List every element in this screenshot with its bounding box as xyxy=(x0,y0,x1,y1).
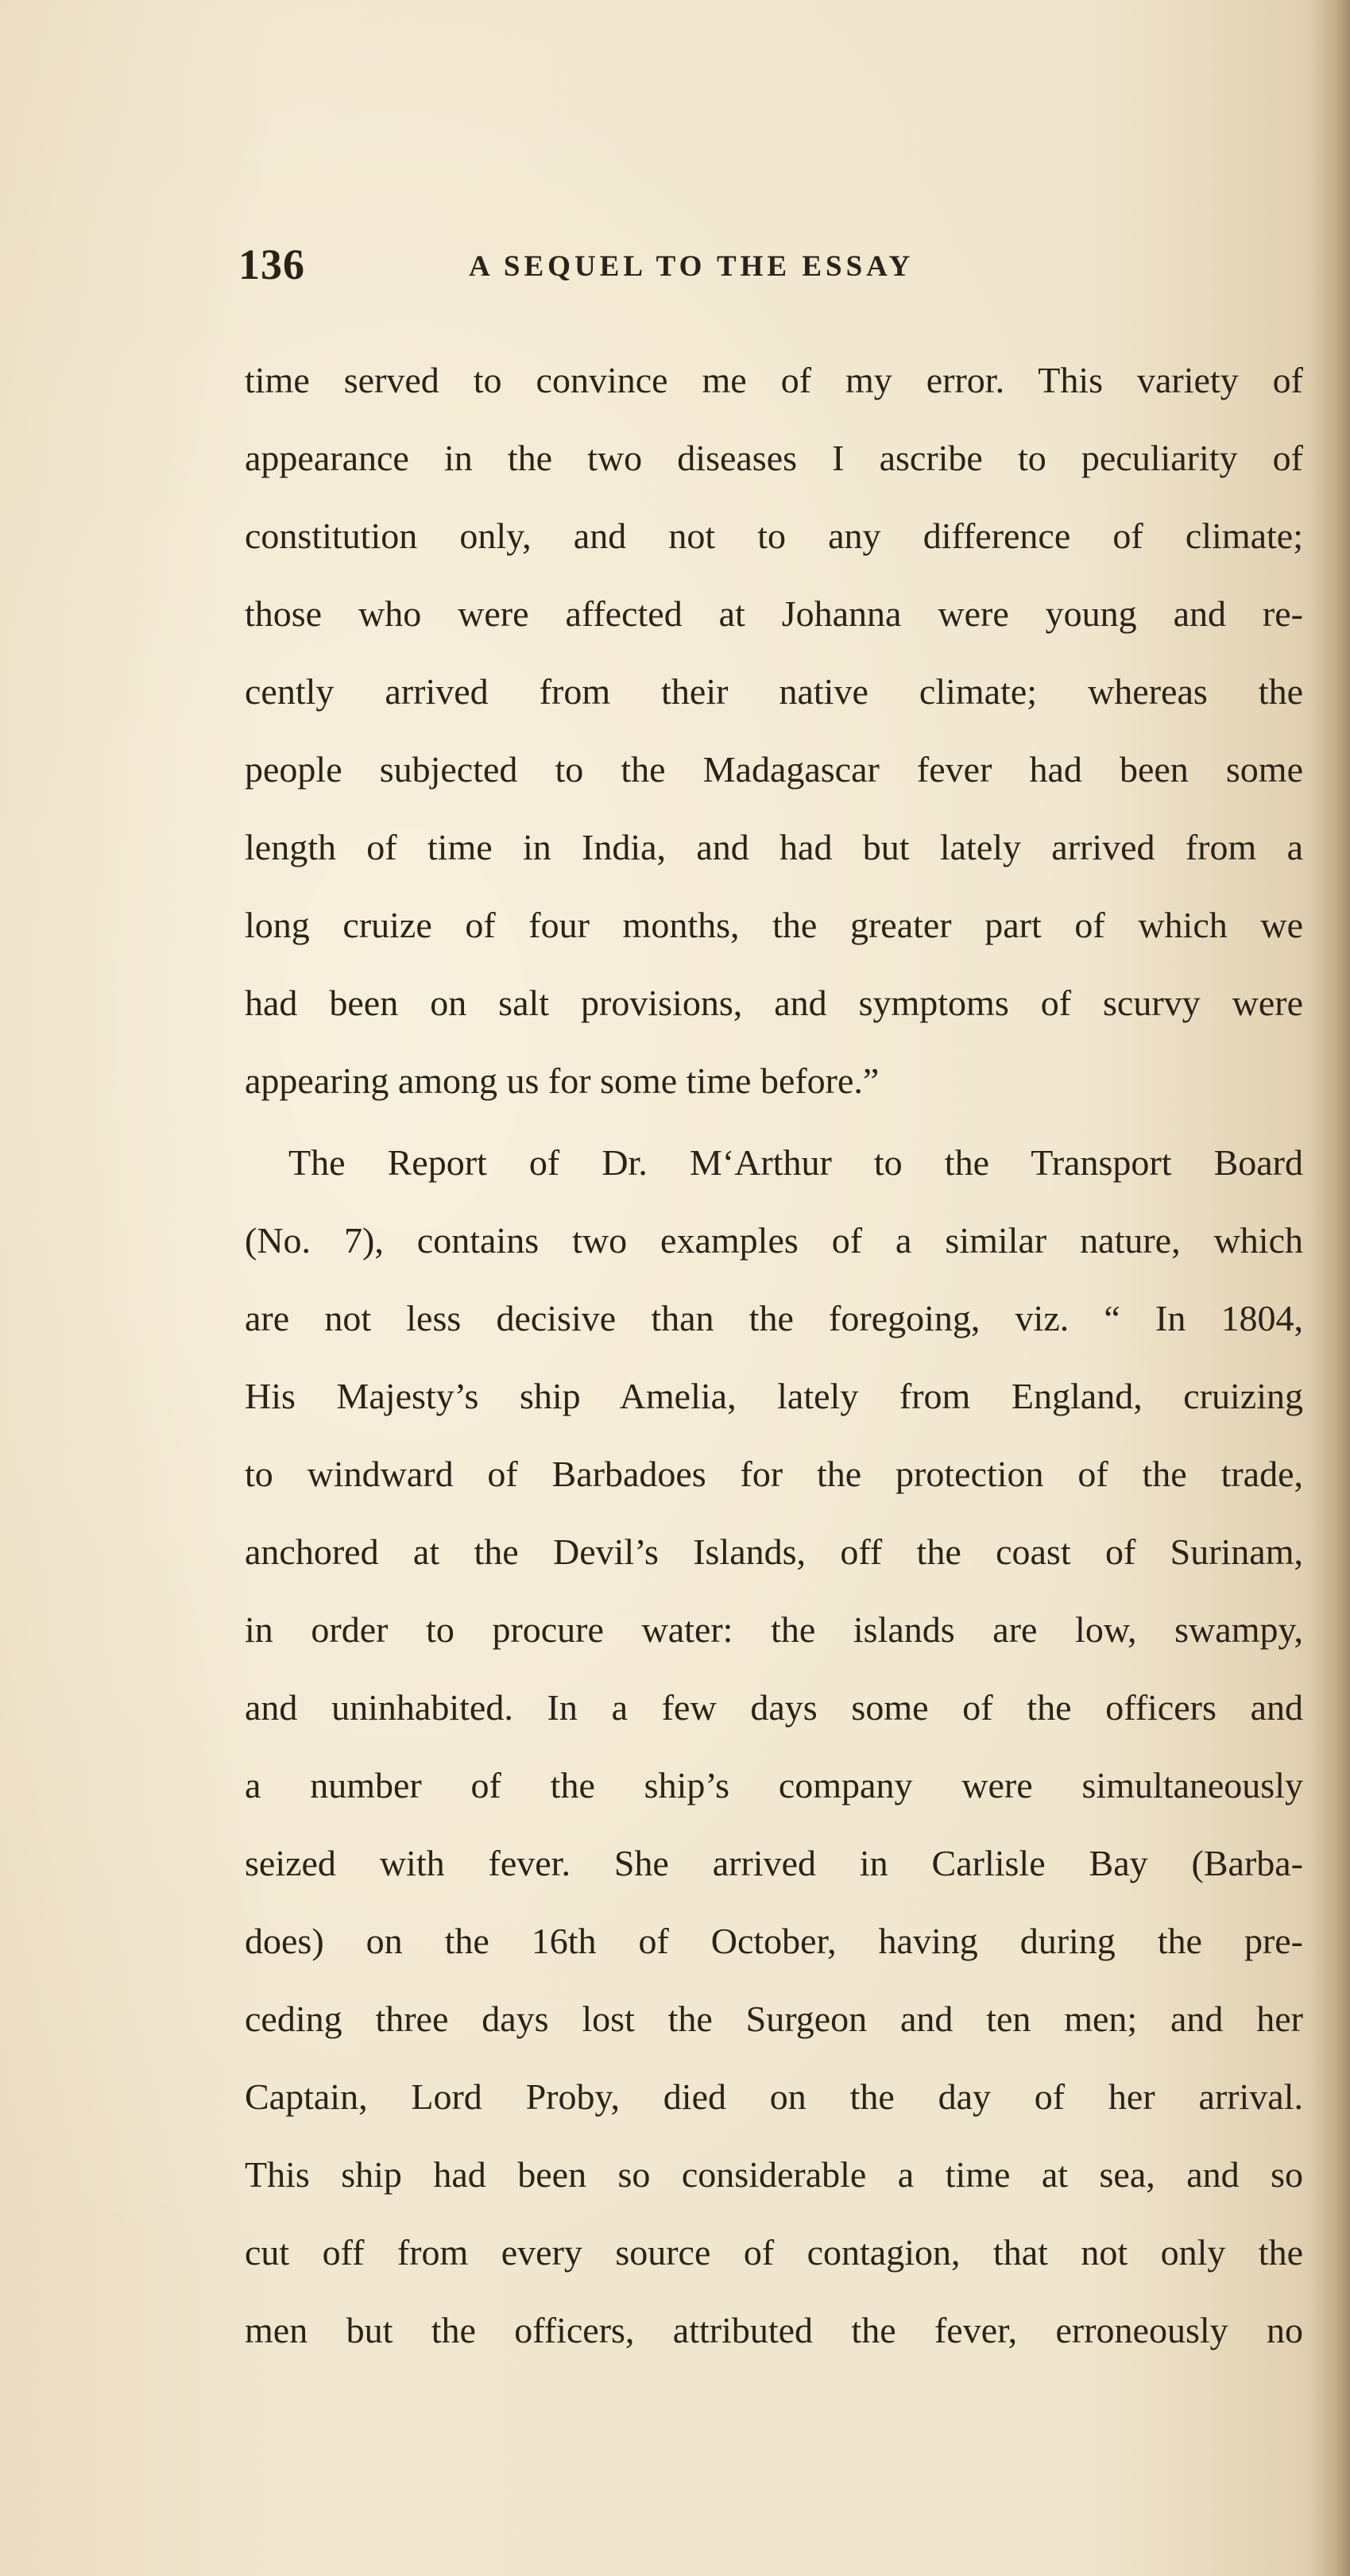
text-line: and uninhabited. In a few days some of the officers and xyxy=(245,1687,1303,1728)
text-line: anchored at the Devil’s Islands, off the coast of Surinam, xyxy=(245,1531,1303,1572)
text-line: length of time in India, and had but lately arrived from a xyxy=(245,827,1303,867)
running-head xyxy=(238,240,1303,303)
text-line: cently arrived from their native climate; whereas the xyxy=(245,671,1303,712)
page-number: 136 xyxy=(238,241,305,288)
text-line: Captain, Lord Proby, died on the day of her arrival. xyxy=(245,2076,1303,2117)
text-line: His Majesty’s ship Amelia, lately from England, cruizing xyxy=(245,1376,1303,1416)
text-line: people subjected to the Madagascar fever had been some xyxy=(245,749,1303,790)
text-line: time served to convince me of my error. This variety of xyxy=(245,360,1303,400)
paragraph-2 xyxy=(245,1124,1303,2369)
text-line: seized with fever. She arrived in Carlisle Bay (Barba- xyxy=(245,1843,1303,1883)
text-line: those who were affected at Johanna were young and re- xyxy=(245,593,1303,634)
text-line: cut off from every source of contagion, that not only the xyxy=(245,2232,1303,2273)
text-line: appearing among us for some time before.” xyxy=(245,1060,880,1101)
text-line: are not less decisive than the foregoing, viz. “ In 1804, xyxy=(245,1298,1303,1338)
text-line: This ship had been so considerable a time at sea, and so xyxy=(245,2154,1303,2195)
paragraph-1 xyxy=(245,342,1303,1120)
text-line: (No. 7), contains two examples of a similar nature, which xyxy=(245,1220,1303,1261)
text-line: long cruize of four months, the greater part of which we xyxy=(245,905,1303,945)
text-line: to windward of Barbadoes for the protection of the trade, xyxy=(245,1454,1303,1494)
running-head-title: A SEQUEL TO THE ESSAY xyxy=(469,250,915,283)
text-line: men but the officers, attributed the fever, erroneously no xyxy=(245,2310,1303,2350)
text-line: constitution only, and not to any difference of climate; xyxy=(245,516,1303,556)
text-line: in order to procure water: the islands are low, swampy, xyxy=(245,1609,1303,1650)
text-line: The Report of Dr. M‘Arthur to the Transport Board xyxy=(288,1142,1303,1183)
text-line: had been on salt provisions, and symptoms of scurvy were xyxy=(245,983,1303,1023)
text-line: appearance in the two diseases I ascribe to peculiarity of xyxy=(245,438,1303,478)
spine-shadow xyxy=(1313,0,1350,2576)
text-line: ceding three days lost the Surgeon and ten men; and her xyxy=(245,1999,1303,2039)
text-line: does) on the 16th of October, having during the pre- xyxy=(245,1921,1303,1961)
text-line: a number of the ship’s company were simultaneously xyxy=(245,1765,1303,1806)
